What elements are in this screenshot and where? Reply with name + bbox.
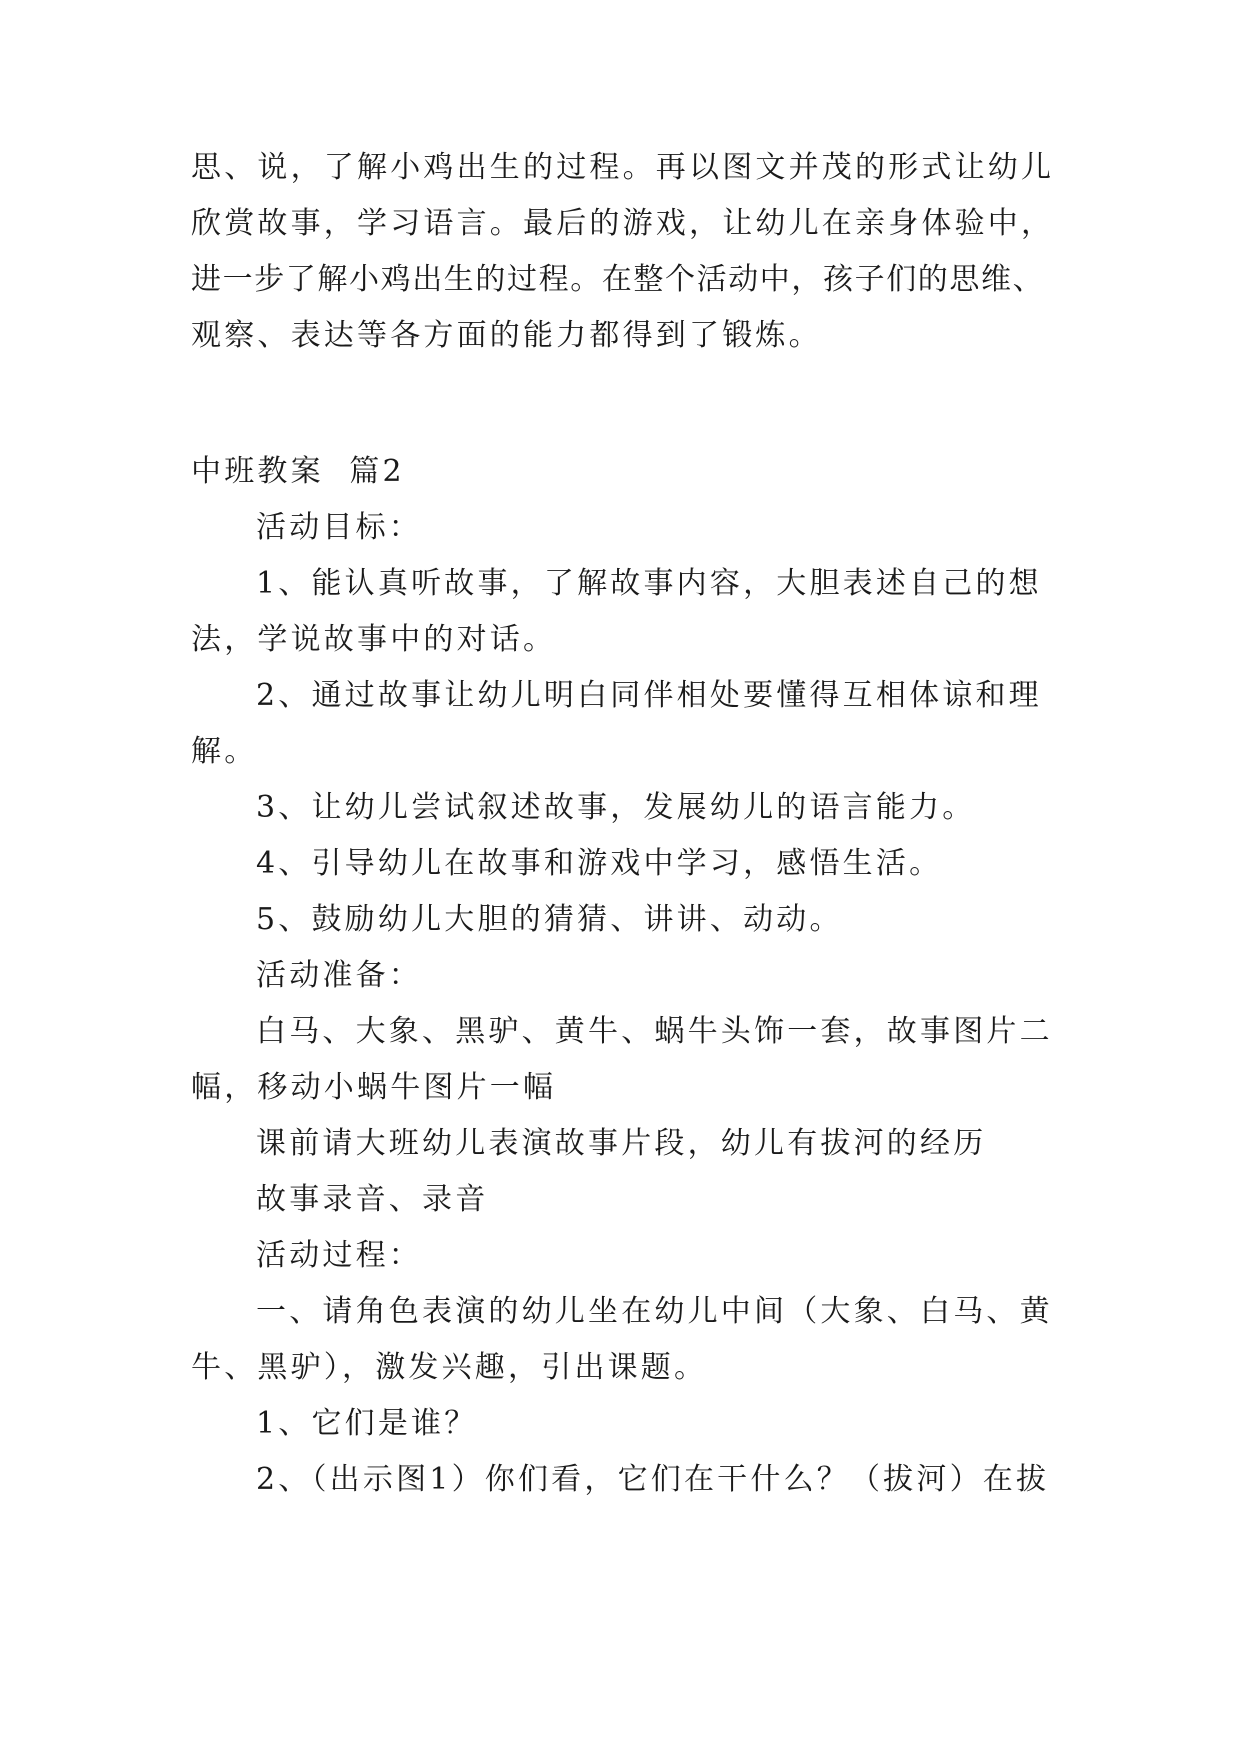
goals-heading: 活动目标： [256,510,422,545]
intro-line-1: 思、说，了解小鸡出生的过程。再以图文并茂的形式让幼儿 [191,150,1055,185]
goal-1-line-2: 法，学说故事中的对话。 [191,622,557,657]
prep-1-line-2: 幅，移动小蜗牛图片一幅 [191,1070,557,1105]
process-heading: 活动过程： [256,1238,422,1273]
goal-2-line-2: 解。 [191,734,258,769]
question-2: 2、（出示图1）你们看，它们在干什么？（拔河）在拔 [256,1462,1050,1497]
prep-1-line-1: 白马、大象、黑驴、黄牛、蜗牛头饰一套，故事图片二 [256,1014,1053,1049]
prep-3: 故事录音、录音 [256,1182,489,1217]
intro-line-3: 进一步了解小鸡出生的过程。在整个活动中，孩子们的思维、 [191,262,1045,297]
step-1-line-1: 一、请角色表演的幼儿坐在幼儿中间（大象、白马、黄 [256,1294,1053,1329]
section-title: 中班教案 篇2 [191,454,405,489]
prep-heading: 活动准备： [256,958,422,993]
goal-4: 4、引导幼儿在故事和游戏中学习，感悟生活。 [256,846,943,881]
goal-3: 3、让幼儿尝试叙述故事，发展幼儿的语言能力。 [256,790,976,825]
goal-2-line-1: 2、通过故事让幼儿明白同伴相处要懂得互相体谅和理 [256,678,1042,713]
prep-2: 课前请大班幼儿表演故事片段，幼儿有拔河的经历 [256,1126,987,1161]
goal-5: 5、鼓励幼儿大胆的猜猜、讲讲、动动。 [256,902,843,937]
goal-1-line-1: 1、能认真听故事，了解故事内容，大胆表述自己的想 [256,566,1042,601]
question-1: 1、它们是谁？ [256,1406,478,1441]
intro-line-4: 观察、表达等各方面的能力都得到了锻炼。 [191,318,822,353]
step-1-line-2: 牛、黑驴），激发兴趣，引出课题。 [191,1350,708,1385]
intro-line-2: 欣赏故事，学习语言。最后的游戏，让幼儿在亲身体验中， [191,206,1055,241]
